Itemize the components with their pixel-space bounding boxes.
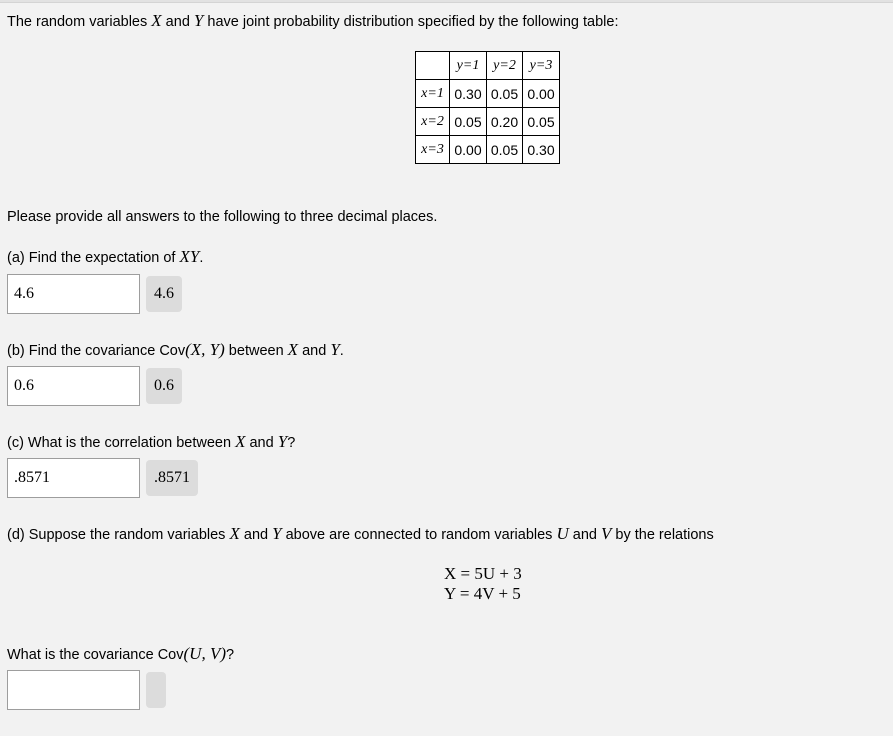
part-a-math: XY xyxy=(179,247,200,266)
table-cell: 0.30 xyxy=(450,80,487,108)
part-a-prefix: (a) Find the expectation of xyxy=(7,250,180,266)
table-cell: 0.05 xyxy=(450,108,487,136)
part-d-question-math: (U, V) xyxy=(183,644,226,663)
joint-distribution-table xyxy=(415,51,560,164)
table-header-row xyxy=(416,52,560,80)
part-c-var-x: X xyxy=(235,432,246,451)
part-d-question-prefix: What is the covariance Cov xyxy=(7,647,184,663)
intro-var-y: Y xyxy=(193,11,204,30)
table-cell: 0.05 xyxy=(487,80,523,108)
part-c-answer-preview: .8571 xyxy=(146,460,198,496)
intro-var-x: X xyxy=(151,11,162,30)
part-c-question xyxy=(7,433,295,452)
table-row-label: x=1 xyxy=(416,80,450,108)
intro-text xyxy=(7,12,618,31)
intro-part2: and xyxy=(161,14,194,30)
top-divider xyxy=(0,0,893,3)
intro-part1: The random variables xyxy=(7,14,152,30)
part-b-math: (X, Y) xyxy=(185,340,225,359)
table-cell: 0.05 xyxy=(487,136,523,164)
instructions-text: Please provide all answers to the following to three decimal places. xyxy=(7,209,438,225)
part-b-suffix: . xyxy=(339,343,344,359)
part-b-var-x: X xyxy=(287,340,299,359)
part-d-var-u: U xyxy=(556,524,569,543)
table-row-label: x=3 xyxy=(416,136,450,164)
table-cell: 0.00 xyxy=(523,80,560,108)
relation-equation-y: Y = 4V + 5 xyxy=(444,584,521,603)
table-cell: 0.00 xyxy=(450,136,487,164)
part-d-text-2: and xyxy=(239,527,273,543)
part-c-prefix: (c) What is the correlation between xyxy=(7,435,236,451)
table-row-label: x=2 xyxy=(416,108,450,136)
table-cell: 0.20 xyxy=(487,108,523,136)
table-header-cell: y=1 xyxy=(450,52,487,80)
part-b-answer-input[interactable] xyxy=(7,366,140,406)
table-header-cell xyxy=(416,52,450,80)
part-b-prefix: (b) Find the covariance Cov xyxy=(7,343,186,359)
part-d-var-v: V xyxy=(600,524,612,543)
part-d-question-suffix: ? xyxy=(225,647,235,663)
part-d-covariance-question xyxy=(7,645,234,664)
part-a-answer-preview: 4.6 xyxy=(146,276,182,312)
table-row xyxy=(416,80,560,108)
table-cell: 0.30 xyxy=(523,136,560,164)
table-cell: 0.05 xyxy=(523,108,560,136)
part-c-var-y: Y xyxy=(277,432,288,451)
part-a-question xyxy=(7,248,203,267)
part-d-text-5: by the relations xyxy=(611,527,714,543)
part-c-suffix: ? xyxy=(287,435,296,451)
table-header-cell: y=3 xyxy=(523,52,560,80)
intro-part3: have joint probability distribution specified by the following table: xyxy=(203,14,619,30)
table-header-cell: y=2 xyxy=(487,52,523,80)
part-d-text-1: (d) Suppose the random variables xyxy=(7,527,230,543)
part-d-var-x: X xyxy=(229,524,240,543)
part-b-var-y: Y xyxy=(330,340,340,359)
part-d-var-y: Y xyxy=(272,524,282,543)
part-a-suffix: . xyxy=(199,250,204,266)
part-b-mid2: and xyxy=(298,343,331,359)
part-a-answer-input[interactable] xyxy=(7,274,140,314)
table-row xyxy=(416,108,560,136)
part-d-answer-preview xyxy=(146,672,166,708)
part-c-answer-input[interactable] xyxy=(7,458,140,498)
part-b-question xyxy=(7,341,344,360)
table-row xyxy=(416,136,560,164)
part-d-text-4: and xyxy=(568,527,601,543)
part-b-mid1: between xyxy=(224,343,288,359)
part-b-answer-preview: 0.6 xyxy=(146,368,182,404)
part-d-question xyxy=(7,525,714,544)
part-c-mid: and xyxy=(245,435,278,451)
relation-equation-x: X = 5U + 3 xyxy=(444,564,522,583)
part-d-text-3: above are connected to random variables xyxy=(281,527,557,543)
part-d-answer-input[interactable] xyxy=(7,670,140,710)
